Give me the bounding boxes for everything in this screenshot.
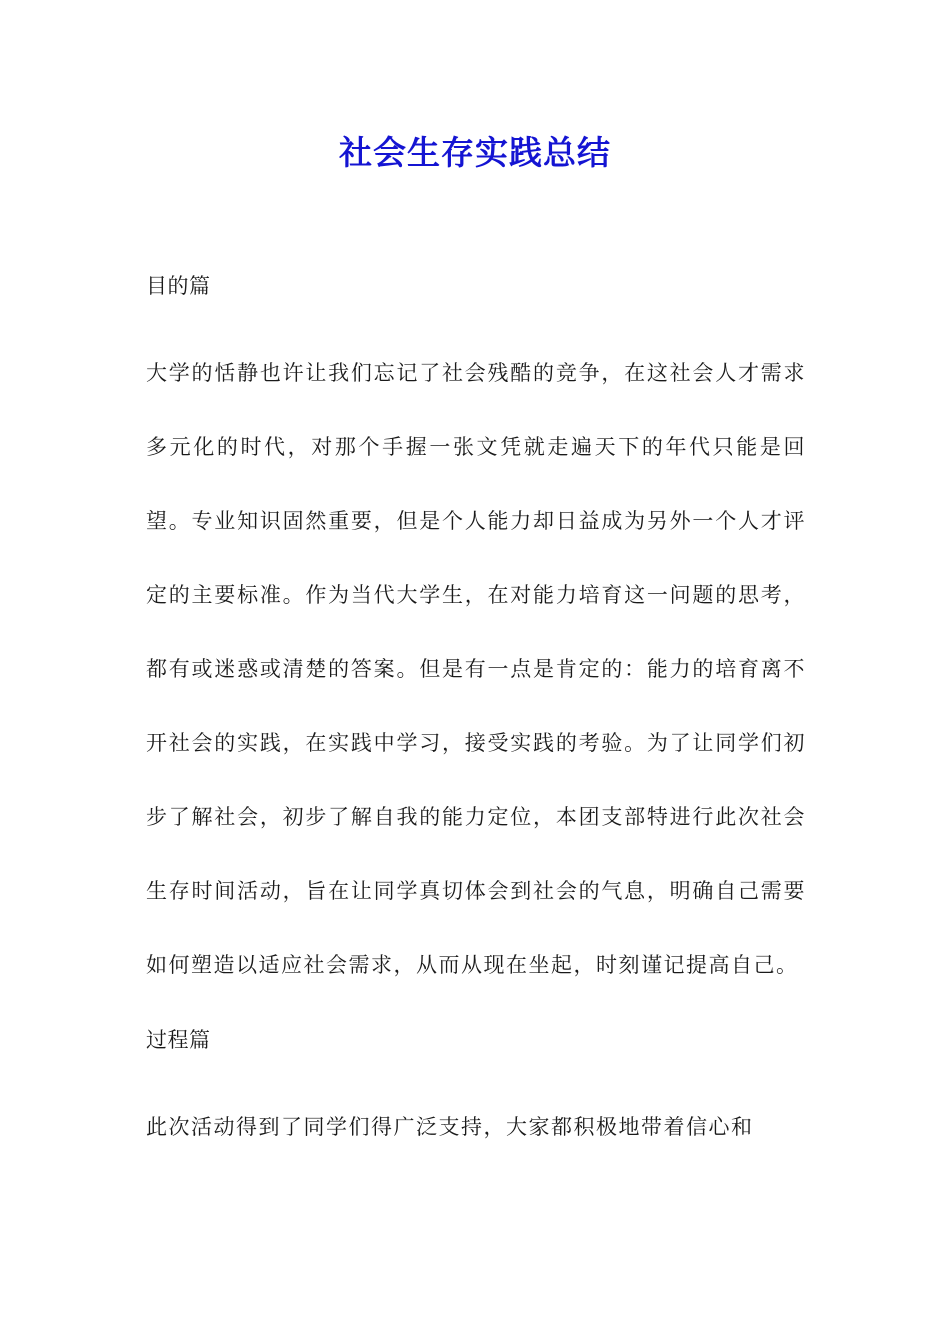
section-paragraph-process: 此次活动得到了同学们得广泛支持，大家都积极地带着信心和 — [146, 1115, 754, 1139]
section-heading-process: 过程篇 — [146, 1028, 211, 1052]
section-paragraph-purpose: 大学的恬静也许让我们忘记了社会残酷的竞争，在这社会人才需求多元化的时代，对那个手握一张文凭就走遍天下的年代只能是回望。专业知识固然重要，但是个人能力却日益成为另外一个人才评定的主要标准。作为当代大学生，在对能力培育这一问题的思考，都有或迷惑或清楚的答案。但是有一点是肯定的：能力的培育离不开社会的实践，在实践中学习，接受实践的考验。为了让同学们初步了解社会，初步了解自我的能力定位，本团支部特进行此次社会生存时间活动，旨在让同学真切体会到社会的气息，明确自己需要如何塑造以适应社会需求，从而从现在坐起，时刻谨记提高自己。 — [146, 361, 806, 977]
section-heading-purpose: 目的篇 — [146, 274, 211, 298]
document-title: 社会生存实践总结 — [339, 133, 611, 172]
document-body — [146, 262, 806, 1164]
